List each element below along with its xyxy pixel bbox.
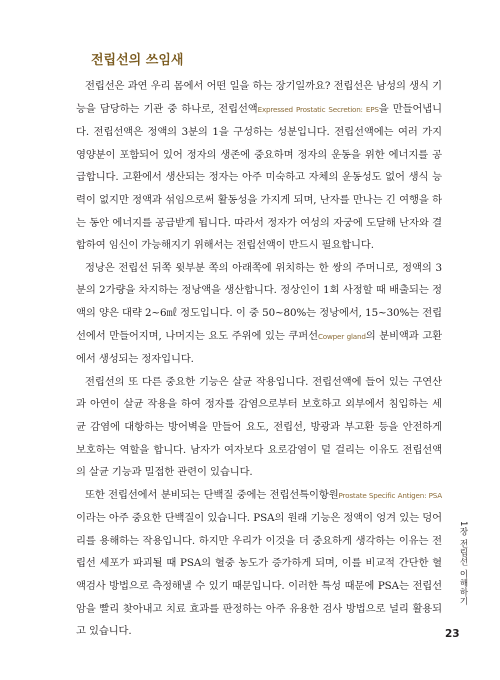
paragraph-text: 의 분비액과 고환에서 생성되는 정자입니다. — [76, 329, 443, 366]
paragraph-text: 을 만들어냅니다. 전립선액은 정액의 3분의 1을 구성하는 성분입니다. 전립선액에는 여러 가지 영양분이 포함되어 있어 정자의 생존에 중요하며 정자의 운동을 위한 에너지를 공급합니다. 고환에서 생산되는 정자는 아주 미숙하고 자체의 운동성도 없어 생식 능력이 없지만 정액과 섞임으로써 활동성을 가지게 되며, 난자를 만나는 긴 여행을 하는 동안 에너지를 공급받게 됩니다. 따라서 정자가 여성의 자궁에 도달해 난자와 결합하여 임신이 가능해지기 위해서는 전립선액이 반드시 필요합니다. — [76, 102, 442, 252]
page-number: 23 — [445, 628, 460, 640]
body-text — [76, 75, 442, 643]
english-term-cowper-gland: Cowper gland — [317, 331, 366, 341]
paragraph-text: 또한 전립선에서 분비되는 단백질 중에는 전립선특이항원 — [85, 488, 339, 501]
paragraph-text: 이라는 아주 중요한 단백질이 있습니다. PSA의 원래 기능은 정액이 엉겨 있는 덩어리를 용해하는 작용입니다. 하지만 우리가 이것을 더 중요하게 생각하는 이유는 전립선 세포가 파괴될 때 PSA의 혈중 농도가 증가하게 되며, 이를 비교적 간단한 혈액검사 방법으로 측정해낼 수 있기 때문입니다. 이러한 특성 때문에 PSA는 전립선암을 빨리 찾아내고 치료 효과를 판정하는 아주 유용한 검사 방법으로 널리 활용되고 있습니다. — [76, 512, 442, 638]
paragraph-psa — [76, 484, 442, 643]
paragraph-antibacterial — [76, 371, 442, 484]
section-heading: 전립선의 쓰임새 — [91, 53, 184, 68]
paragraph-text: 정낭은 전립선 뒤쪽 윗부분 쪽의 아래쪽에 위치하는 한 쌍의 주머니로, 정액의 3분의 2가량을 차지하는 정낭액을 생산합니다. 정상인이 1회 사정할 때 배출되는 정액의 양은 대략 2~6㎖ 정도입니다. 이 중 50~80%는 정낭에서, 15~30%는 전립선에서 만들어지며, 나머지는 요도 주위에 있는 쿠퍼선 — [76, 261, 442, 342]
chapter-side-title: 1장 전립선 이해하기 — [458, 521, 468, 606]
paragraph-seminal-vesicle — [76, 257, 442, 371]
paragraph-text: 전립선의 또 다른 중요한 기능은 살균 작용입니다. 전립선액에 들어 있는 구연산과 아연이 살균 작용을 하여 정자를 감염으로부터 보호하고 외부에서 침입하는 세균 감염에 대항하는 방어벽을 만들어 요도, 전립선, 방광과 부고환 등을 안전하게 보호하는 역할을 합니다. 남자가 여자보다 요로감염이 덜 걸리는 이유도 전립선액의 살균 기능과 밀접한 관련이 있습니다. — [76, 375, 442, 479]
english-term-eps: Expressed Prostatic Secretion: EPS — [257, 104, 379, 114]
paragraph-text: 전립선은 과연 우리 몸에서 어떤 일을 하는 장기일까요? 전립선은 남성의 생식 기능을 담당하는 기관 중 하나로, 전립선액 — [76, 80, 442, 115]
english-term-psa: Prostate Specific Antigen: PSA — [338, 490, 442, 500]
paragraph-prostatic-fluid — [76, 75, 442, 257]
